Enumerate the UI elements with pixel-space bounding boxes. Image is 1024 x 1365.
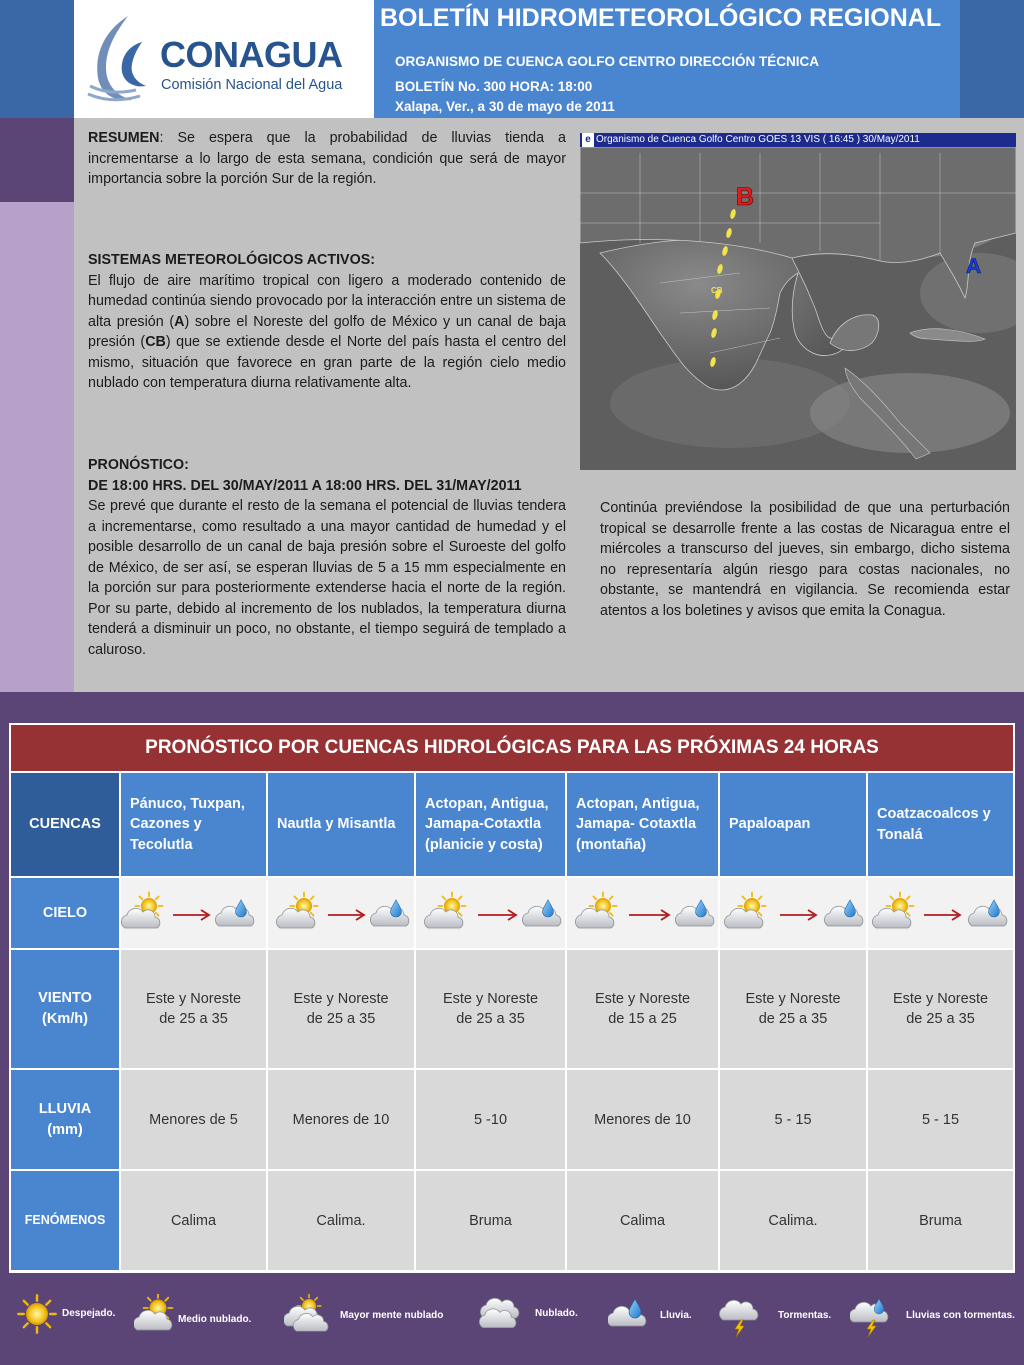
header-title-box <box>374 0 960 118</box>
logo-name: CONAGUA <box>160 34 343 75</box>
sky-transition <box>720 878 866 948</box>
logo-subtitle: Comisión Nacional del Agua <box>161 77 343 93</box>
left-band-light <box>0 202 74 692</box>
wind-speed: de 25 a 35 <box>159 1011 228 1027</box>
satellite-label-a: A <box>966 255 982 278</box>
rain-cell: 5 - 15 <box>720 1070 866 1169</box>
basin-header: Actopan, Antigua, Jamapa-Cotaxtla (planicie y costa) <box>416 773 565 876</box>
sky-cell <box>868 878 1013 948</box>
basin-header: Papaloapan <box>720 773 866 876</box>
legend-label: Tormentas. <box>778 1310 832 1321</box>
mayormente-nublado-icon <box>284 1294 330 1334</box>
wind-direction: Este y Noreste <box>145 991 242 1007</box>
bulletin-date: Xalapa, Ver., a 30 de mayo de 2011 <box>395 99 615 114</box>
arrow-icon <box>173 910 209 920</box>
legend-label: Lluvias con tormentas. <box>906 1310 1015 1321</box>
legend-label: Medio nublado. <box>178 1314 252 1325</box>
basin-header: Nautla y Misantla <box>268 773 414 876</box>
lluvia-icon <box>824 900 862 926</box>
phenomena-cell: Calima <box>121 1171 266 1270</box>
row-header-cuencas: CUENCAS <box>11 773 119 876</box>
satellite-caption: Organismo de Cuenca Golfo Centro GOES 13 VIS ( 16:45 ) 30/May/2011 <box>596 134 920 145</box>
legend-label: Lluvia. <box>660 1310 692 1321</box>
lluvia-icon <box>608 1294 650 1334</box>
satellite-image <box>580 133 1016 470</box>
wind-cell <box>720 950 866 1068</box>
sky-cell <box>567 878 718 948</box>
sky-transition <box>268 878 414 948</box>
rain-cell: Menores de 10 <box>567 1070 718 1169</box>
high-pressure-label: A <box>174 313 185 330</box>
low-pressure-label: CB <box>145 334 166 350</box>
legend-label: Mayor mente nublado <box>340 1310 444 1321</box>
sistemas-text <box>88 271 566 394</box>
basin-header: Coatzacoalcos y Tonalá <box>868 773 1013 876</box>
pronostico-text: Se prevé que durante el resto de la semana el potencial de lluvias tendera a incrementarse, como resultado a una mayor cantidad de humedad y el posible desarrollo de un canal de baja presión sobre el Suroeste del golfo de México, de ser así, se esperan lluvias de 5 a 15 mm especialmente en la porción sur para posteriormente extenderse hacia el norte de la región. Por su parte, debido al incremento de los nublados, la temperatura diurna tenderá a disminuir un poco, no obstante, el tiempo seguirá de templado a caluroso. <box>88 498 566 658</box>
sky-cell <box>416 878 565 948</box>
row-header-lluvia: LLUVIA (mm) <box>11 1070 119 1169</box>
arrow-icon <box>328 910 364 920</box>
lluvia-icon <box>522 900 560 926</box>
sky-transition <box>567 878 718 948</box>
nublado-icon <box>478 1292 522 1332</box>
bulletin-title: BOLETÍN HIDROMETEOROLÓGICO REGIONAL <box>380 4 942 32</box>
bulletin-number: BOLETÍN No. 300 HORA: 18:00 <box>395 79 593 94</box>
wind-speed: de 25 a 35 <box>906 1011 975 1027</box>
perturbacion-text: Continúa previéndose la posibilidad de que una perturbación tropical se desarrolle frente a las costas de Nicaragua entre el miércoles a transcurso del jueves, sin embargo, dicho sistema no representaría algún riesgo para costas nacionales, no obstante, se mantendrá en vigilancia. Se recomienda estar atentos a los boletines y avisos que emita la Conagua. <box>600 500 1010 619</box>
despejado-icon <box>16 1294 58 1334</box>
sky-transition <box>416 878 565 948</box>
phenomena-cell: Bruma <box>868 1171 1013 1270</box>
wind-speed: de 25 a 35 <box>456 1011 525 1027</box>
sky-cell <box>720 878 866 948</box>
lluvias-con-tormentas-icon <box>850 1294 892 1338</box>
medio-nublado-icon <box>872 892 913 928</box>
phenomena-cell: Calima <box>567 1171 718 1270</box>
rain-cell: 5 -10 <box>416 1070 565 1169</box>
resumen-section <box>88 128 566 190</box>
rain-cell: Menores de 5 <box>121 1070 266 1169</box>
left-band-dark <box>0 118 74 202</box>
forecast-table-title: PRONÓSTICO POR CUENCAS HIDROLÓGICAS PARA LAS PRÓXIMAS 24 HORAS <box>11 725 1013 771</box>
sistemas-text-part: ) que se extiende desde el Norte del país hasta el centro del mismo, situación que favorece en gran parte de la región cielo medio nublado con temperatura diurna relativamente alta. <box>88 334 566 391</box>
legend-label: Despejado. <box>62 1308 116 1319</box>
basin-header: Pánuco, Tuxpan, Cazones y Tecolutla <box>121 773 266 876</box>
pronostico-section <box>88 455 566 660</box>
wind-direction: Este y Noreste <box>745 991 841 1007</box>
wind-direction: Este y Noreste <box>442 991 539 1007</box>
bulletin-content <box>74 118 1024 692</box>
wind-direction: Este y Noreste <box>892 991 989 1007</box>
wind-direction: Este y Noreste <box>293 991 389 1007</box>
resumen-heading: RESUMEN <box>88 130 160 146</box>
wind-speed: de 25 a 35 <box>758 1011 828 1027</box>
satellite-label-b: B <box>736 183 755 211</box>
medio-nublado-icon <box>134 1294 176 1334</box>
sistemas-heading: SISTEMAS METEOROLÓGICOS ACTIVOS: <box>88 252 376 268</box>
lluvia-icon <box>675 900 713 926</box>
medio-nublado-icon <box>575 892 616 928</box>
medio-nublado-icon <box>121 892 162 928</box>
tormentas-icon <box>718 1294 760 1338</box>
lluvia-icon <box>370 900 408 926</box>
phenomena-cell: Calima. <box>268 1171 414 1270</box>
lluvia-icon <box>215 900 253 926</box>
header-left-band <box>0 0 74 118</box>
arrow-icon <box>780 910 816 920</box>
arrow-icon <box>924 910 960 920</box>
medio-nublado-icon <box>424 892 465 928</box>
legend-label: Nublado. <box>535 1308 578 1319</box>
satellite-corner-mark: e <box>582 133 594 147</box>
sistemas-section <box>88 250 566 394</box>
basin-header: Actopan, Antigua, Jamapa- Cotaxtla (montaña) <box>567 773 718 876</box>
sistemas-text-part: El flujo de aire marítimo tropical con ligero a moderado contenido de humedad continúa siendo provocado por la interacción entre un sistema de alta presión ( <box>88 272 566 330</box>
lluvia-icon <box>968 900 1006 926</box>
medio-nublado-icon <box>724 892 765 928</box>
row-header-cielo: CIELO <box>11 878 119 948</box>
sky-transition <box>121 878 266 948</box>
phenomena-cell: Calima. <box>720 1171 866 1270</box>
sky-cell <box>121 878 266 948</box>
rain-cell: Menores de 10 <box>268 1070 414 1169</box>
row-header-viento: VIENTO (Km/h) <box>11 950 119 1068</box>
header-right-band <box>960 0 1024 118</box>
organism-line: ORGANISMO DE CUENCA GOLFO CENTRO DIRECCIÓN TÉCNICA <box>395 54 820 69</box>
medio-nublado-icon <box>276 892 317 928</box>
conagua-logo <box>74 0 374 118</box>
forecast-table <box>9 723 1015 1273</box>
wind-cell <box>868 950 1013 1068</box>
row-header-fenomenos: FENÓMENOS <box>11 1171 119 1270</box>
conagua-bird-icon <box>84 12 152 104</box>
pronostico-heading: PRONÓSTICO: <box>88 457 189 473</box>
satellite-label-cb: CB <box>711 286 723 295</box>
satellite-map <box>580 133 1016 470</box>
wind-speed: de 15 a 25 <box>608 1011 677 1027</box>
wind-cell <box>567 950 718 1068</box>
wind-speed: de 25 a 35 <box>306 1011 376 1027</box>
sistemas-text-part: ) sobre el Noreste del golfo de México y un canal de baja presión ( <box>88 313 566 350</box>
wind-cell <box>268 950 414 1068</box>
wind-cell <box>416 950 565 1068</box>
sky-transition <box>868 878 1013 948</box>
resumen-text: : Se espera que la probabilidad de lluvias tienda a incrementarse a lo largo de esta semana, condición que será de mayor importancia sobre la porción Sur de la región. <box>88 130 566 187</box>
sky-cell <box>268 878 414 948</box>
arrow-icon <box>478 910 516 920</box>
wind-direction: Este y Noreste <box>594 991 691 1007</box>
pronostico-period: DE 18:00 HRS. DEL 30/MAY/2011 A 18:00 HRS. DEL 31/MAY/2011 <box>88 477 522 494</box>
arrow-icon <box>629 910 669 920</box>
rain-cell: 5 - 15 <box>868 1070 1013 1169</box>
wind-cell <box>121 950 266 1068</box>
phenomena-cell: Bruma <box>416 1171 565 1270</box>
